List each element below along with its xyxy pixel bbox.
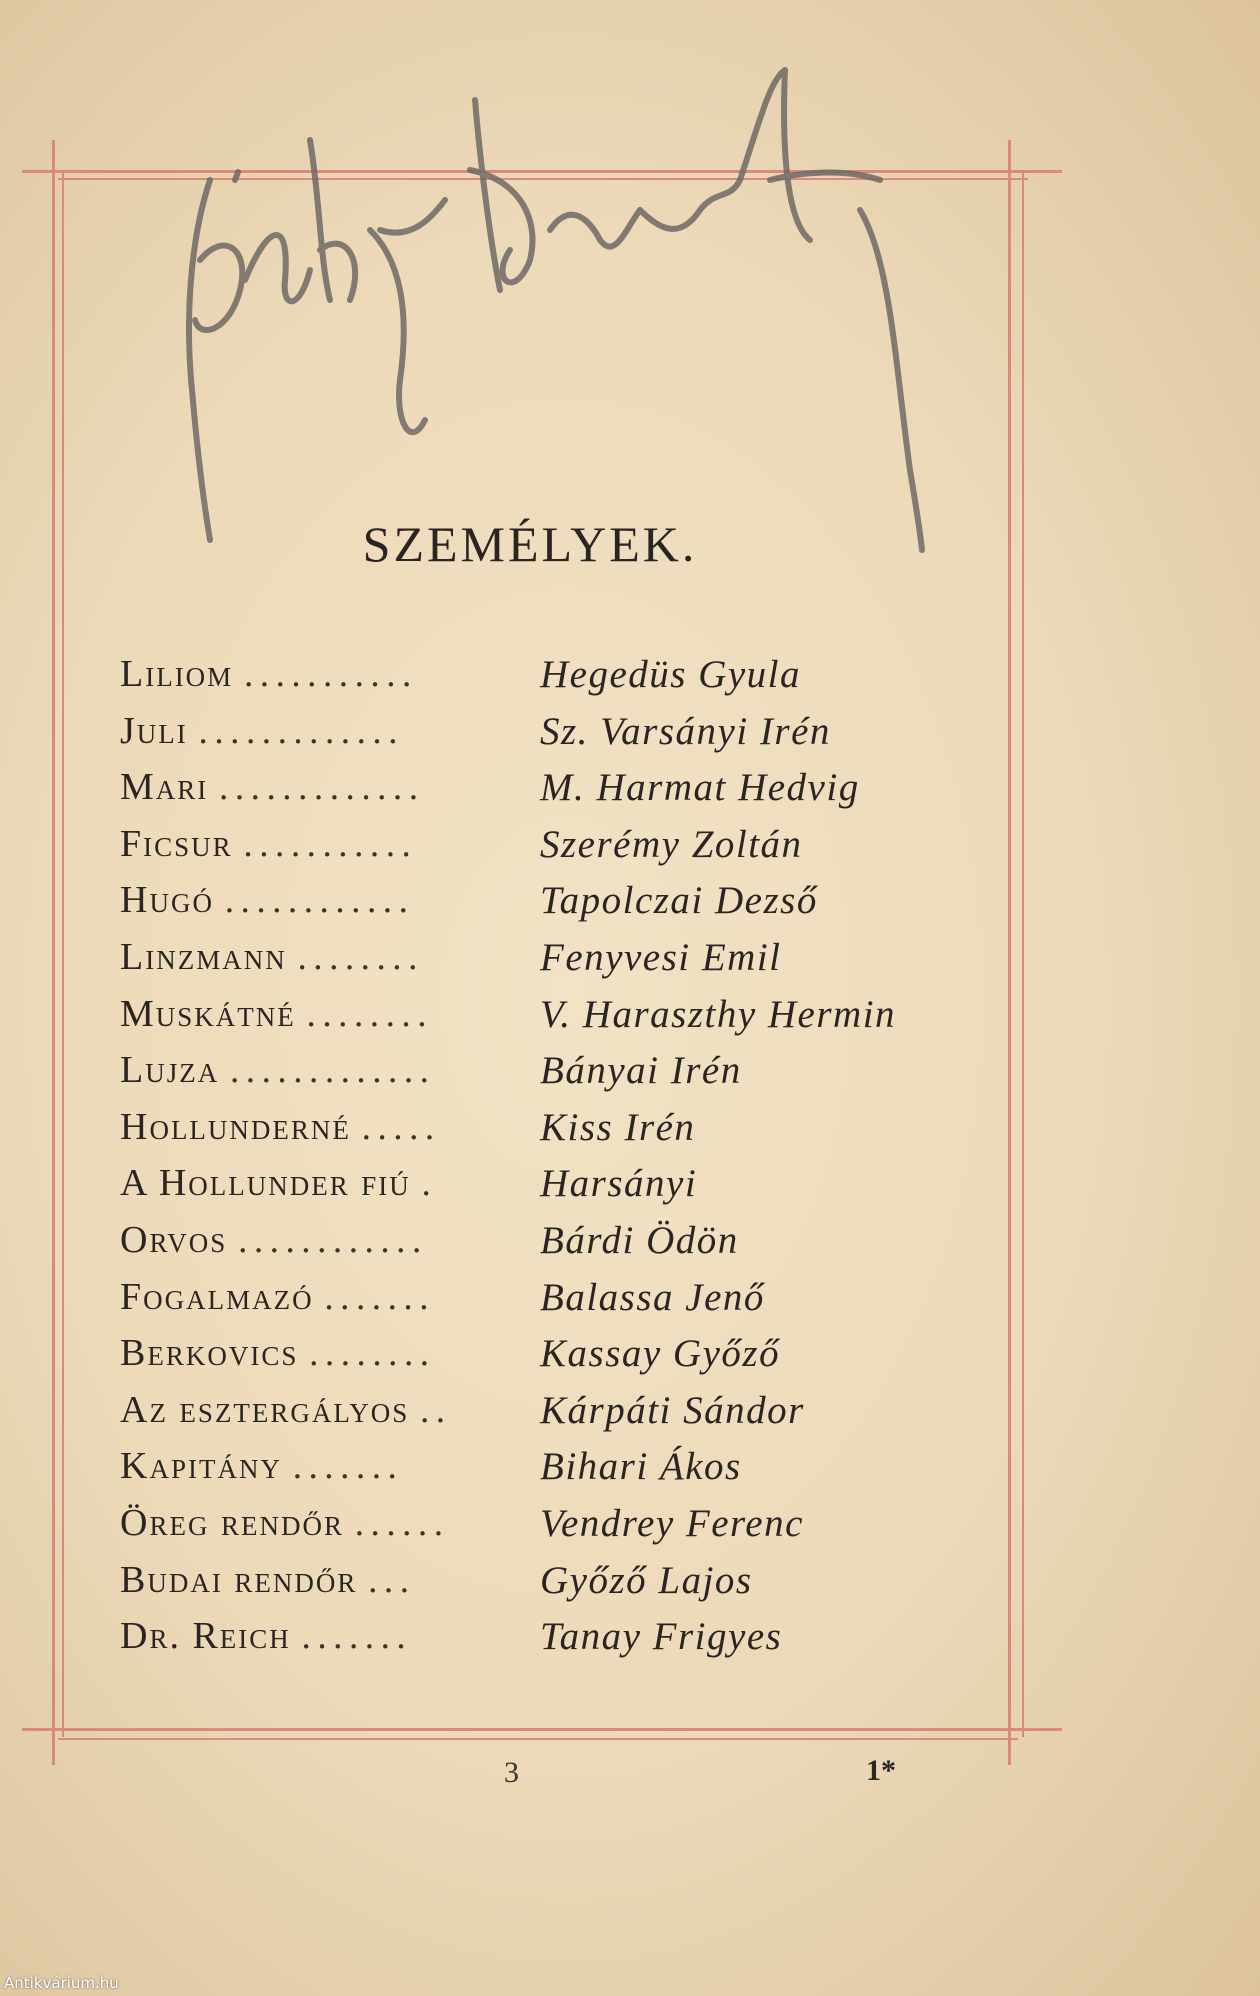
actor-name: Kiss Irén (540, 1105, 696, 1149)
leader-dots: ........ (305, 994, 433, 1035)
leader-dots: ....... (291, 1447, 403, 1488)
cast-row (120, 822, 1000, 879)
leader-dots: .. (419, 1390, 451, 1431)
page-title: SZEMÉLYEK. (362, 516, 698, 572)
cast-row (120, 1161, 1000, 1218)
actor-name: Vendrey Ferenc (540, 1501, 804, 1545)
leader-dots: ............. (229, 1051, 435, 1092)
cast-row (120, 765, 1000, 822)
frame-rule-bottom (22, 1728, 1062, 1731)
cast-row (120, 992, 1000, 1049)
role-name: Ficsur (120, 822, 233, 865)
actor-name: Bárdi Ödön (540, 1218, 739, 1262)
leader-dots: ............ (237, 1220, 428, 1261)
frame-rule-left (52, 140, 55, 1765)
actor-name: Kassay Győző (540, 1332, 781, 1376)
actor-name: Bihari Ákos (540, 1445, 742, 1489)
role-name: Liliom (120, 653, 234, 695)
signature-mark: 1* (866, 1754, 896, 1787)
actor-name: Bányai Irén (540, 1049, 742, 1093)
frame-rule-bottom-inner (58, 1738, 1018, 1740)
actor-name: Balassa Jenő (540, 1275, 765, 1319)
cast-row (120, 1275, 1000, 1332)
cast-row (120, 935, 1000, 992)
cast-row (120, 652, 1000, 709)
cast-row (120, 1105, 1000, 1162)
role-name: Lujza (120, 1049, 220, 1092)
cast-row (120, 1444, 1000, 1501)
cast-row (120, 1558, 1000, 1615)
cast-row (120, 1218, 1000, 1275)
actor-name: Fenyvesi Emil (540, 935, 782, 979)
actor-name: Tapolczai Dezső (540, 879, 818, 923)
leader-dots: ........... (242, 824, 417, 865)
role-name: Dr. Reich (120, 1615, 291, 1658)
actor-name: Sz. Varsányi Irén (540, 709, 831, 753)
role-name: Orvos (120, 1218, 228, 1261)
role-name: Kapitány (120, 1445, 282, 1488)
cast-row (120, 1614, 1000, 1671)
role-name: Fogalmazó (120, 1275, 314, 1318)
role-name: Budai rendőr (120, 1558, 358, 1601)
role-name: Öreg rendőr (120, 1501, 344, 1544)
role-name: Juli (120, 709, 188, 752)
actor-name: Kárpáti Sándor (540, 1388, 805, 1432)
cast-row (120, 1048, 1000, 1105)
cast-list (120, 652, 1000, 1671)
leader-dots: ........... (243, 655, 418, 695)
role-name: Hollunderné (120, 1105, 351, 1148)
role-name: Linzmann (120, 935, 287, 978)
leader-dots: ............. (197, 711, 404, 752)
frame-rule-left-inner (62, 172, 64, 1737)
actor-name: M. Harmat Hedvig (540, 766, 860, 810)
cast-row (120, 1501, 1000, 1558)
actor-name: V. Haraszthy Hermin (540, 992, 897, 1036)
cast-row (120, 878, 1000, 935)
actor-name: Harsányi (540, 1162, 698, 1206)
page-number: 3 (504, 1756, 519, 1789)
actor-name: Hegedüs Gyula (540, 653, 802, 696)
cast-row (120, 1388, 1000, 1445)
leader-dots: ...... (353, 1503, 449, 1544)
leader-dots: ..... (360, 1107, 440, 1148)
role-name: Mari (120, 766, 209, 809)
leader-dots: ............. (218, 768, 424, 809)
leader-dots: ........ (296, 937, 424, 978)
watermark: Antikvárium.hu (4, 1974, 119, 1992)
leader-dots: ............ (223, 881, 414, 922)
leader-dots: ....... (323, 1277, 435, 1318)
actor-name: Tanay Frigyes (540, 1615, 783, 1659)
cast-row (120, 709, 1000, 766)
role-name: A Hollunder fiú (120, 1162, 411, 1205)
cast-row (120, 1331, 1000, 1388)
role-name: Berkovics (120, 1332, 299, 1375)
actor-name: Győző Lajos (540, 1558, 753, 1602)
leader-dots: ........ (308, 1334, 435, 1375)
role-name: Az esztergályos (120, 1388, 410, 1431)
role-name: Hugó (120, 879, 214, 922)
role-name: Muskátné (120, 992, 296, 1035)
leader-dots: ....... (300, 1617, 412, 1658)
actor-name: Szerémy Zoltán (540, 822, 803, 866)
leader-dots: . (420, 1164, 437, 1205)
leader-dots: ... (367, 1560, 415, 1601)
